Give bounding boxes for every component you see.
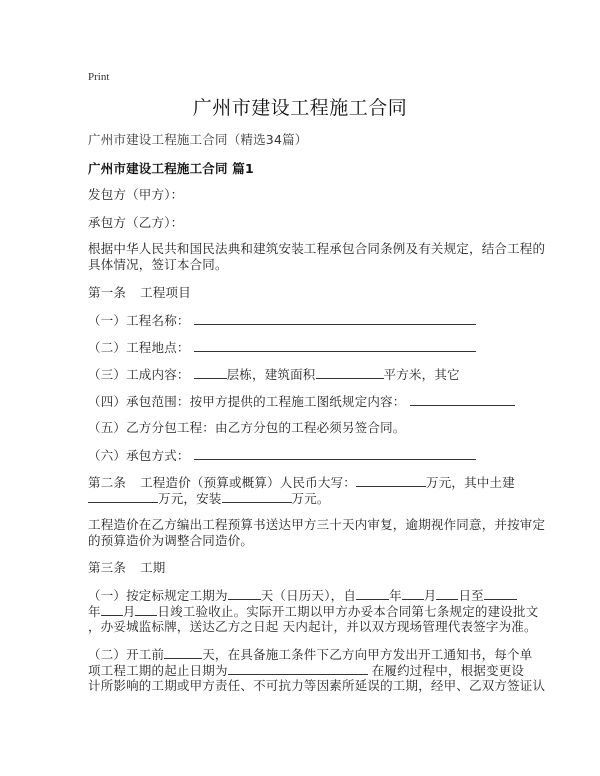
p2-text-a: （二）开工前 bbox=[88, 647, 165, 662]
item-1-label: （一）工程名称： bbox=[88, 313, 190, 328]
article-2-line-2 bbox=[88, 490, 330, 507]
article-1-title: 工程项目 bbox=[140, 285, 191, 300]
item-3-mid-2: 平方米，其它 bbox=[383, 367, 460, 382]
article-2-text: 工程造价（预算或概算）人民币大写： bbox=[140, 475, 357, 490]
p1-text-f: 年 bbox=[88, 604, 101, 619]
p2-text-b: 天，在具备施工条件下乙方向甲方发出开工通知书，每个单 bbox=[202, 647, 533, 662]
article-3-p2-line-2 bbox=[88, 662, 524, 679]
duration-days-blank[interactable] bbox=[228, 587, 261, 600]
start-month-blank[interactable] bbox=[402, 587, 424, 600]
item-2-label: （二）工程地点： bbox=[88, 340, 190, 355]
start-end-dates-blank[interactable] bbox=[228, 662, 368, 675]
article-1-heading bbox=[88, 285, 191, 301]
project-location-blank[interactable] bbox=[194, 339, 476, 352]
intro-line-2: 具体情况，签订本合同。 bbox=[88, 257, 228, 272]
article-3-p1-line-1 bbox=[88, 587, 517, 604]
article-3-p2-line-1 bbox=[88, 646, 532, 663]
party-b-line: 承包方（乙方）： bbox=[88, 215, 184, 230]
p1-text-d: 月 bbox=[423, 588, 437, 603]
p1-text-e: 日至 bbox=[458, 588, 484, 603]
p1-text-c: 年 bbox=[389, 588, 402, 603]
start-day-blank[interactable] bbox=[436, 587, 458, 600]
article-3-p2-line-3: 计所影响的工期或甲方责任、不可抗力等因素所延误的工期，经甲、乙双方签证认 bbox=[88, 678, 546, 693]
p2-text-d: 在履约过程中，根据变更设 bbox=[371, 663, 525, 678]
article-2-para-line-2: 的预算造价为调整合同造价。 bbox=[88, 533, 254, 548]
item-4-label: （四）承包范围：按甲方提供的工程施工图纸规定内容： bbox=[88, 394, 406, 409]
document-title: 广州市建设工程施工合同 bbox=[192, 97, 408, 119]
article-2-line-1 bbox=[88, 474, 515, 491]
article-2-unit-3: 万元。 bbox=[291, 491, 330, 506]
article-3-p1-line-3: ，办妥城监标牌，送达乙方之日起 天内起计，并以双方现场管理代表签字为准。 bbox=[88, 619, 537, 634]
article-1-item-3 bbox=[88, 366, 460, 383]
pre-start-days-blank[interactable] bbox=[164, 646, 202, 659]
article-2-number: 第二条 bbox=[88, 475, 127, 490]
scope-blank[interactable] bbox=[410, 393, 515, 406]
total-price-blank[interactable] bbox=[356, 474, 426, 487]
party-a-line: 发包方（甲方）： bbox=[88, 187, 184, 202]
print-label: Print bbox=[88, 71, 110, 83]
article-2-unit-2: 万元，安装 bbox=[158, 491, 222, 506]
p1-text-a: （一）按定标规定工期为 bbox=[88, 588, 228, 603]
article-1-number: 第一条 bbox=[88, 285, 127, 300]
p2-text-c: 项工程工期的起止日期为 bbox=[88, 663, 228, 678]
end-month-blank[interactable] bbox=[101, 603, 123, 616]
article-1-item-2 bbox=[88, 339, 476, 356]
civil-works-blank[interactable] bbox=[88, 490, 158, 503]
installation-blank[interactable] bbox=[222, 490, 292, 503]
article-3-number: 第三条 bbox=[88, 560, 127, 575]
article-1-item-4 bbox=[88, 393, 515, 410]
p1-text-h: 日竣工验收止。实际开工期以甲方办妥本合同第七条规定的建设批文 bbox=[157, 604, 539, 619]
item-6-label: （六）承包方式： bbox=[88, 448, 190, 463]
floors-blank[interactable] bbox=[194, 366, 227, 379]
document-subtitle: 广州市建设工程施工合同（精选34篇） bbox=[88, 132, 308, 147]
contract-method-blank[interactable] bbox=[194, 447, 476, 460]
end-day-blank[interactable] bbox=[135, 603, 157, 616]
article-1-item-1 bbox=[88, 312, 476, 329]
p1-text-b: 天（日历天），自 bbox=[260, 588, 357, 603]
project-name-blank[interactable] bbox=[194, 312, 476, 325]
end-year-blank[interactable] bbox=[484, 587, 517, 600]
item-3-label: （三）工成内容： bbox=[88, 367, 190, 382]
article-1-item-6 bbox=[88, 447, 476, 464]
start-year-blank[interactable] bbox=[356, 587, 389, 600]
article-2-unit-1: 万元，其中土建 bbox=[426, 475, 515, 490]
article-3-p1-line-2 bbox=[88, 603, 538, 620]
item-3-mid-1: 层栋，建筑面积 bbox=[226, 367, 316, 382]
intro-line-1: 根据中华人民共和国民法典和建筑安装工程承包合同条例及有关规定，结合工程的 bbox=[88, 241, 546, 256]
area-blank[interactable] bbox=[316, 366, 384, 379]
article-3-heading bbox=[88, 560, 166, 576]
article-2-para-line-1: 工程造价在乙方编出工程预算书送达甲方三十天内审复，逾期视作同意，并按审定 bbox=[88, 517, 546, 532]
section-heading: 广州市建设工程施工合同 篇1 bbox=[88, 161, 254, 176]
article-1-item-5: （五）乙方分包工程：由乙方分包的工程必须另签合同。 bbox=[88, 420, 406, 435]
article-3-title: 工期 bbox=[140, 560, 166, 575]
p1-text-g: 月 bbox=[122, 604, 136, 619]
